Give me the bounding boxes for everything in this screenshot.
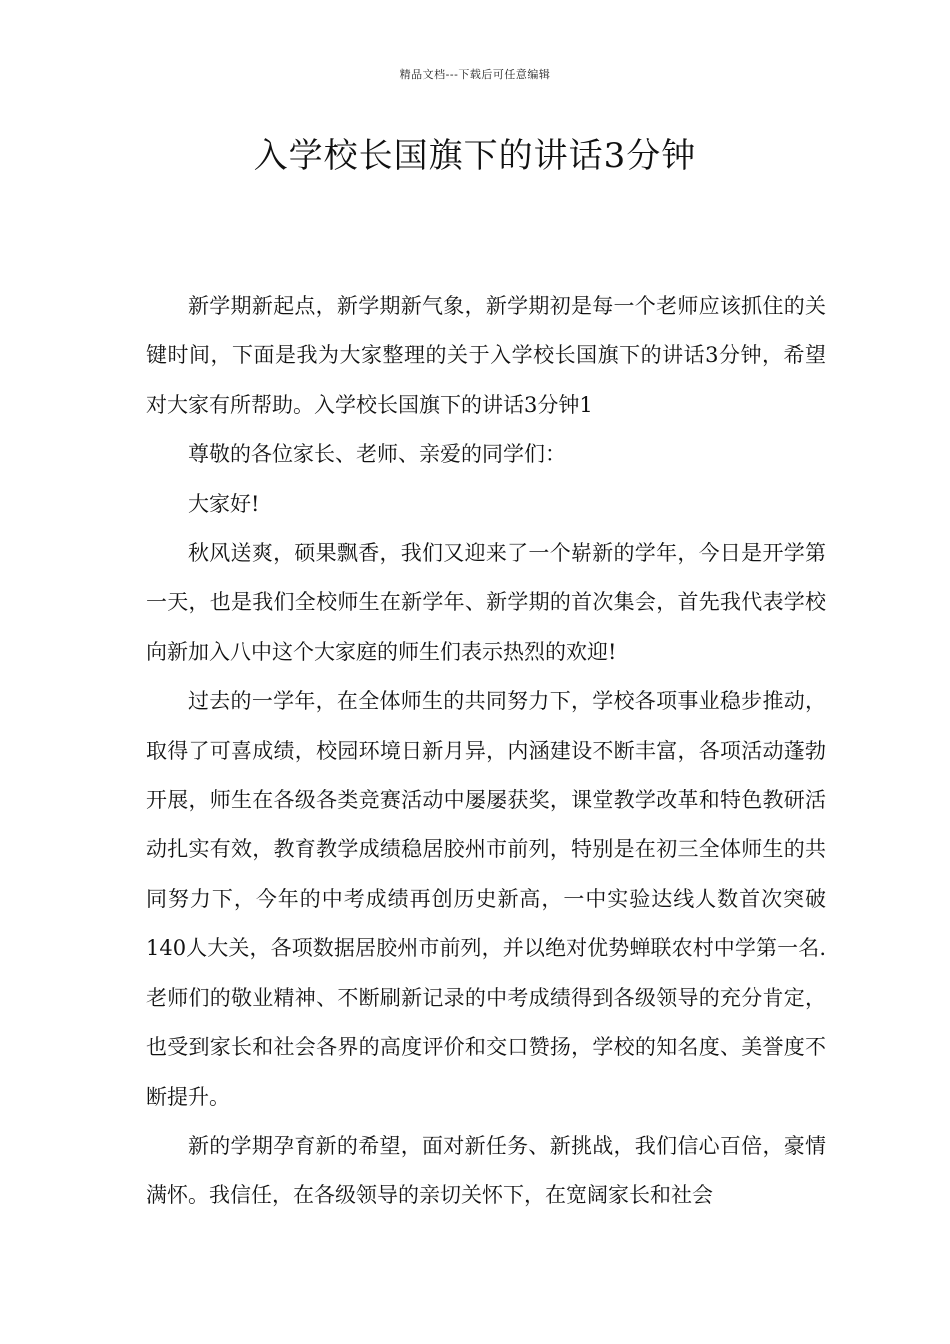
- paragraph-new-term: 新的学期孕育新的希望，面对新任务、新挑战，我们信心百倍，豪情满怀。我信任，在各级领导的亲切关怀下，在宽阔家长和社会: [146, 1133, 826, 1208]
- header-note: 精品文档---下载后可任意编辑: [399, 68, 551, 81]
- paragraph-salutation: 尊敬的各位家长、老师、亲爱的同学们：: [188, 442, 566, 467]
- paragraph-review: 过去的一学年，在全体师生的共同努力下，学校各项事业稳步推动，取得了可喜成绩，校园环境日新月异，内涵建设不断丰富，各项活动蓬勃开展，师生在各级各类竞赛活动中屡屡获奖，课堂教学改革和特色教研活动扎实有效，教育教学成绩稳居胶州市前列，特别是在初三全体师生的共同努力下，今年的中考成绩再创历史新高，一中实验达线人数首次突破140人大关，各项数据居胶州市前列，并以绝对优势蝉联农村中学第一名.老师们的敬业精神、不断刷新记录的中考成绩得到各级领导的充分肯定，也受到家长和社会各界的高度评价和交口赞扬，学校的知名度、美誉度不断提升。: [146, 689, 826, 1109]
- paragraph-intro: 新学期新起点，新学期新气象，新学期初是每一个老师应该抓住的关键时间，下面是我为大家整理的关于入学校长国旗下的讲话3分钟，希望对大家有所帮助。入学校长国旗下的讲话3分钟1: [146, 294, 826, 417]
- paragraph-greeting: 大家好!: [188, 491, 260, 516]
- document-body: [146, 282, 826, 1221]
- paragraph-welcome: 秋风送爽，硕果飘香，我们又迎来了一个崭新的学年，今日是开学第一天，也是我们全校师生在新学年、新学期的首次集会，首先我代表学校向新加入八中这个大家庭的师生们表示热烈的欢迎!: [146, 541, 826, 664]
- document-title: 入学校长国旗下的讲话3分钟: [253, 136, 697, 176]
